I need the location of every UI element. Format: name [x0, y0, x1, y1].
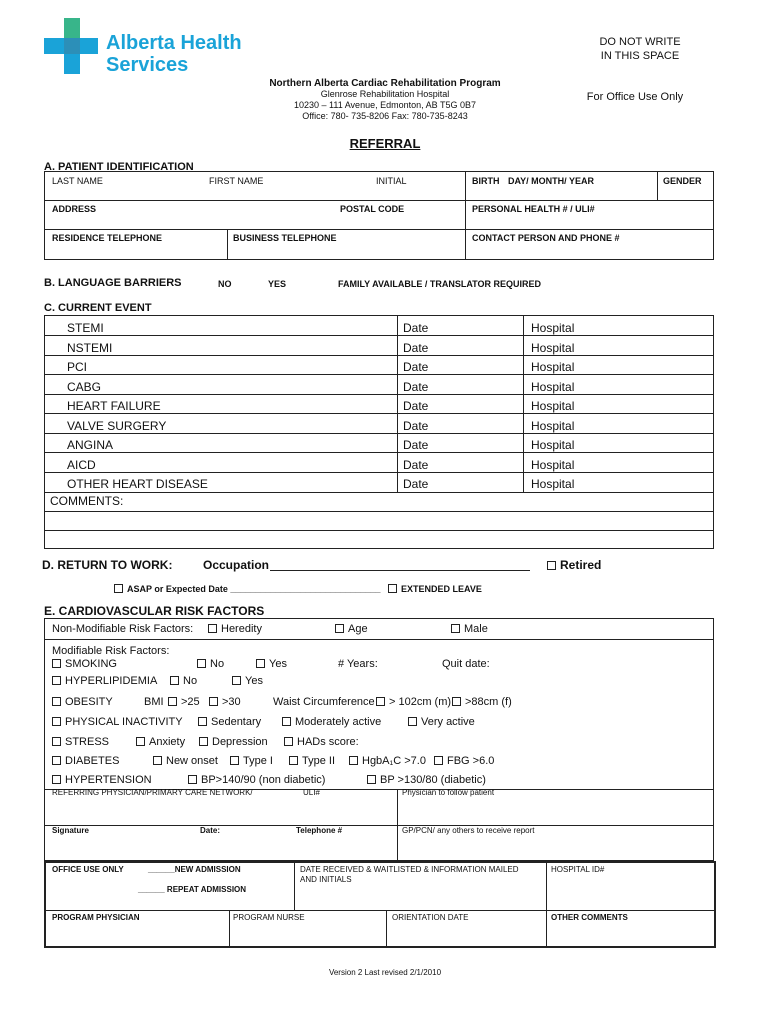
heredity-checkbox[interactable]: [208, 624, 217, 633]
hospital-phone: Office: 780- 735-8206 Fax: 780-735-8243: [302, 111, 468, 121]
extended-leave-checkbox[interactable]: [388, 584, 397, 593]
event-hospital-field[interactable]: Hospital: [531, 360, 575, 374]
bmi-25-option[interactable]: [168, 696, 200, 708]
waist-88-option[interactable]: [452, 696, 512, 708]
event-label: HEART FAILURE: [67, 399, 161, 413]
moderately-active-checkbox[interactable]: [282, 717, 291, 726]
event-label: AICD: [67, 458, 96, 472]
program-nurse-field[interactable]: PROGRAM NURSE: [233, 913, 305, 922]
residence-telephone-field[interactable]: RESIDENCE TELEPHONE: [52, 233, 163, 243]
waist-88-label: >88cm (f): [465, 696, 512, 708]
event-row-pci[interactable]: [0, 360, 770, 376]
birth-label: BIRTH: [472, 176, 500, 186]
anxiety-option[interactable]: [136, 736, 185, 748]
program-physician-field[interactable]: PROGRAM PHYSICIAN: [52, 913, 140, 922]
event-row-cabg[interactable]: [0, 380, 770, 396]
waist-102-option[interactable]: [376, 696, 451, 708]
new-onset-checkbox[interactable]: [153, 756, 162, 765]
logo-text-line2: Services: [106, 54, 189, 76]
very-active-label: Very active: [421, 716, 475, 728]
event-label: ANGINA: [67, 438, 114, 452]
first-name-field[interactable]: FIRST NAME: [209, 176, 264, 186]
waist-88-checkbox[interactable]: [452, 697, 461, 706]
program-name: Northern Alberta Cardiac Rehabilitation Program: [269, 78, 501, 89]
smoking-no-label: No: [210, 658, 225, 670]
comments-label: COMMENTS:: [50, 494, 124, 508]
type2-checkbox[interactable]: [289, 756, 298, 765]
smoking-yes-option[interactable]: [256, 658, 287, 670]
non-modifiable-label: Non-Modifiable Risk Factors:: [52, 623, 194, 635]
fbg-option[interactable]: [434, 755, 494, 767]
obesity-label: OBESITY: [65, 696, 113, 708]
inactivity-checkbox[interactable]: [52, 717, 61, 726]
stress-checkbox[interactable]: [52, 737, 61, 746]
hads-option[interactable]: [284, 736, 359, 748]
hypertension-option[interactable]: [52, 774, 152, 786]
age-option[interactable]: [335, 623, 368, 635]
occupation-line[interactable]: [270, 570, 530, 571]
bp-non-diabetic-label: BP>140/90 (non diabetic): [201, 774, 326, 786]
inactivity-label: PHYSICAL INACTIVITY: [65, 716, 183, 728]
hyperlipidemia-label: HYPERLIPIDEMIA: [65, 675, 158, 687]
hyperlipidemia-yes-option[interactable]: [232, 675, 263, 687]
physician-uli-field[interactable]: ULI#: [303, 788, 320, 797]
bmi-label: BMI: [144, 696, 164, 708]
telephone-field[interactable]: Telephone #: [296, 826, 343, 835]
birth-format-field[interactable]: DAY/ MONTH/ YEAR: [508, 176, 595, 186]
event-label: STEMI: [67, 321, 104, 335]
moderately-active-option[interactable]: [282, 716, 381, 728]
fbg-label: FBG >6.0: [447, 755, 495, 767]
bp-non-diabetic-option[interactable]: [188, 774, 325, 786]
bp-diabetic-option[interactable]: [367, 774, 486, 786]
waist-label: Waist Circumference: [273, 696, 375, 708]
physician-follow-field[interactable]: Physician to follow patient: [402, 788, 495, 797]
hyperlipidemia-option[interactable]: [52, 675, 157, 687]
event-label: PCI: [67, 360, 88, 374]
asap-checkbox[interactable]: [114, 584, 123, 593]
do-not-write-line2: IN THIS SPACE: [600, 50, 680, 62]
smoking-yes-checkbox[interactable]: [256, 659, 265, 668]
event-label: NSTEMI: [67, 341, 113, 355]
event-hospital-field[interactable]: Hospital: [531, 477, 575, 491]
male-label: Male: [464, 623, 488, 635]
last-name-field[interactable]: LAST NAME: [52, 176, 103, 186]
event-date-field[interactable]: Date: [403, 321, 429, 335]
bmi-30-label: >30: [222, 696, 241, 708]
diabetes-label: DIABETES: [65, 755, 120, 767]
heredity-option[interactable]: [208, 623, 262, 635]
postal-code-field[interactable]: POSTAL CODE: [340, 204, 405, 214]
event-hospital-field[interactable]: Hospital: [531, 438, 575, 452]
event-label: OTHER HEART DISEASE: [67, 477, 208, 491]
signature-field[interactable]: Signature: [52, 826, 89, 835]
smoking-yes-label: Yes: [269, 658, 287, 670]
event-hospital-field[interactable]: Hospital: [531, 380, 575, 394]
event-date-field[interactable]: Date: [403, 477, 429, 491]
diabetes-checkbox[interactable]: [52, 756, 61, 765]
hads-label: HADs score:: [297, 736, 359, 748]
stress-option[interactable]: [52, 736, 109, 748]
phn-field[interactable]: PERSONAL HEALTH # / ULI#: [472, 204, 595, 214]
bmi-30-checkbox[interactable]: [209, 697, 218, 706]
address-field[interactable]: ADDRESS: [52, 204, 97, 214]
type1-checkbox[interactable]: [230, 756, 239, 765]
new-admission-field[interactable]: ______NEW ADMISSION: [148, 865, 241, 874]
type2-option[interactable]: [289, 755, 335, 767]
current-event-heading: C. CURRENT EVENT: [44, 302, 152, 314]
bp-diabetic-checkbox[interactable]: [367, 775, 376, 784]
repeat-admission-field[interactable]: ______ REPEAT ADMISSION: [138, 885, 247, 894]
obesity-checkbox[interactable]: [52, 697, 61, 706]
asap-option[interactable]: [114, 584, 381, 594]
type1-option[interactable]: [230, 755, 273, 767]
obesity-option[interactable]: [52, 696, 113, 708]
hypertension-label: HYPERTENSION: [65, 774, 152, 786]
hospital-id-field[interactable]: HOSPITAL ID#: [551, 865, 605, 874]
age-checkbox[interactable]: [335, 624, 344, 633]
depression-checkbox[interactable]: [199, 737, 208, 746]
smoking-no-option[interactable]: [197, 658, 224, 670]
event-row-heart-failure[interactable]: [0, 399, 770, 415]
ahs-logo: [44, 18, 242, 78]
occupation-label: Occupation: [203, 558, 270, 572]
fbg-checkbox[interactable]: [434, 756, 443, 765]
language-heading: B. LANGUAGE BARRIERS: [44, 277, 182, 289]
business-telephone-field[interactable]: BUSINESS TELEPHONE: [233, 233, 337, 243]
event-date-field[interactable]: Date: [403, 399, 429, 413]
type2-label: Type II: [302, 755, 336, 767]
depression-option[interactable]: [199, 736, 268, 748]
very-active-checkbox[interactable]: [408, 717, 417, 726]
new-onset-option[interactable]: [153, 755, 218, 767]
office-use-only-label: OFFICE USE ONLY: [52, 865, 124, 874]
event-date-field[interactable]: Date: [403, 341, 429, 355]
inactivity-option[interactable]: [52, 716, 183, 728]
event-date-field[interactable]: Date: [403, 419, 429, 433]
event-hospital-field[interactable]: Hospital: [531, 399, 575, 413]
quit-date-field[interactable]: Quit date:: [442, 658, 490, 670]
gender-field[interactable]: GENDER: [663, 176, 702, 186]
very-active-option[interactable]: [408, 716, 475, 728]
event-label: CABG: [67, 380, 102, 394]
date-field[interactable]: Date:: [200, 826, 221, 835]
other-comments-field[interactable]: OTHER COMMENTS: [551, 913, 628, 922]
retired-option[interactable]: [547, 558, 601, 572]
new-onset-label: New onset: [166, 755, 218, 767]
hyperlipidemia-no-option[interactable]: [170, 675, 197, 687]
hads-checkbox[interactable]: [284, 737, 293, 746]
event-label: VALVE SURGERY: [67, 419, 167, 433]
date-received-field[interactable]: DATE RECEIVED & WAITLISTED & INFORMATION MAILED AND INITIALS: [300, 865, 519, 884]
event-hospital-field[interactable]: Hospital: [531, 419, 575, 433]
event-hospital-field[interactable]: Hospital: [531, 341, 575, 355]
hyperlipidemia-yes-checkbox[interactable]: [232, 676, 241, 685]
event-row-aicd[interactable]: [0, 458, 770, 474]
event-row-valve-surgery[interactable]: [0, 419, 770, 435]
language-yes-option[interactable]: YES: [268, 279, 287, 289]
retired-label: Retired: [560, 558, 602, 572]
patient-id-heading: A. PATIENT IDENTIFICATION: [44, 161, 194, 173]
event-date-field[interactable]: Date: [403, 438, 429, 452]
bmi-25-label: >25: [181, 696, 200, 708]
office-use-label: For Office Use Only: [586, 91, 684, 103]
hgba1c-checkbox[interactable]: [349, 756, 358, 765]
sedentary-label: Sedentary: [211, 716, 262, 728]
event-date-field[interactable]: Date: [403, 458, 429, 472]
event-row-other-heart-disease[interactable]: [0, 477, 770, 493]
event-row-nstemi[interactable]: [0, 341, 770, 357]
risk-factors-heading: E. CARDIOVASCULAR RISK FACTORS: [44, 604, 265, 618]
event-date-field[interactable]: Date: [403, 380, 429, 394]
bmi-25-checkbox[interactable]: [168, 697, 177, 706]
hyperlipidemia-yes-label: Yes: [245, 675, 263, 687]
sedentary-checkbox[interactable]: [198, 717, 207, 726]
smoking-label: SMOKING: [65, 658, 117, 670]
do-not-write-line1: DO NOT WRITE: [599, 36, 681, 48]
age-label: Age: [348, 623, 368, 635]
hyperlipidemia-no-label: No: [183, 675, 198, 687]
waist-102-checkbox[interactable]: [376, 697, 385, 706]
translator-label: FAMILY AVAILABLE / TRANSLATOR REQUIRED: [338, 279, 542, 289]
contact-person-field[interactable]: CONTACT PERSON AND PHONE #: [472, 233, 620, 243]
smoking-no-checkbox[interactable]: [197, 659, 206, 668]
language-no-option[interactable]: NO: [218, 279, 232, 289]
anxiety-checkbox[interactable]: [136, 737, 145, 746]
bp-diabetic-label: BP >130/80 (diabetic): [380, 774, 486, 786]
return-to-work-heading: D. RETURN TO WORK:: [42, 558, 173, 572]
logo-cross-icon: [44, 18, 100, 76]
diabetes-option[interactable]: [52, 755, 119, 767]
hgba1c-option[interactable]: [349, 755, 426, 767]
anxiety-label: Anxiety: [149, 736, 186, 748]
event-date-field[interactable]: Date: [403, 360, 429, 374]
referring-physician-field[interactable]: REFERRING PHYSICIAN/PRIMARY CARE NETWORK/: [52, 788, 253, 797]
asap-label: ASAP or Expected Date ______________________________: [127, 584, 381, 594]
logo-text-line1: Alberta Health: [106, 32, 242, 54]
moderately-active-label: Moderately active: [295, 716, 382, 728]
retired-checkbox[interactable]: [547, 561, 556, 570]
male-option[interactable]: [451, 623, 488, 635]
heredity-label: Heredity: [221, 623, 262, 635]
hospital-name: Glenrose Rehabilitation Hospital: [320, 89, 450, 99]
smoking-option[interactable]: [52, 658, 117, 670]
event-hospital-field[interactable]: Hospital: [531, 321, 575, 335]
stress-label: STRESS: [65, 736, 110, 748]
hyperlipidemia-no-checkbox[interactable]: [170, 676, 179, 685]
hgba1c-label: HgbA₁C >7.0: [362, 755, 426, 767]
orientation-date-field[interactable]: ORIENTATION DATE: [392, 913, 469, 922]
event-row-stemi[interactable]: [0, 321, 770, 337]
gp-pcn-field[interactable]: GP/PCN/ any others to receive report: [402, 826, 535, 835]
male-checkbox[interactable]: [451, 624, 460, 633]
page-title: REFERRAL: [349, 136, 421, 151]
event-row-angina[interactable]: [0, 438, 770, 454]
waist-102-label: > 102cm (m): [389, 696, 452, 708]
hospital-address: 10230 – 111 Avenue, Edmonton, AB T5G 0B7: [294, 100, 476, 110]
smoking-years-field[interactable]: # Years:: [338, 658, 378, 670]
sedentary-option[interactable]: [198, 716, 261, 728]
type1-label: Type I: [243, 755, 273, 767]
initial-field[interactable]: INITIAL: [376, 176, 407, 186]
depression-label: Depression: [212, 736, 268, 748]
hypertension-checkbox[interactable]: [52, 775, 61, 784]
bmi-30-option[interactable]: [209, 696, 241, 708]
bp-non-diabetic-checkbox[interactable]: [188, 775, 197, 784]
event-hospital-field[interactable]: Hospital: [531, 458, 575, 472]
footer-version: Version 2 Last revised 2/1/2010: [328, 968, 442, 977]
extended-leave-label: EXTENDED LEAVE: [401, 584, 482, 594]
modifiable-label: Modifiable Risk Factors:: [52, 645, 170, 657]
smoking-checkbox[interactable]: [52, 659, 61, 668]
hyperlipidemia-checkbox[interactable]: [52, 676, 61, 685]
extended-leave-option[interactable]: [388, 584, 482, 594]
